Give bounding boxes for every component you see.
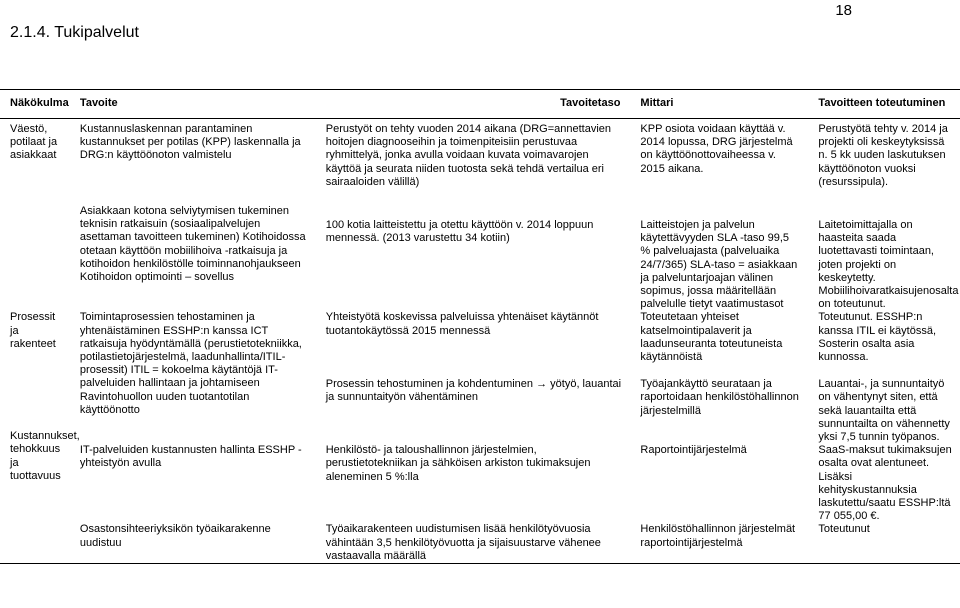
cell-tavoite: Toimintaprosessien tehostaminen ja yhtenäistäminen ESSHP:n kanssa ICT ratkaisuja hyödyntämällä (perustietotekniikka, potilastietojärjestelmä, laadunhallinta/ITIL-prosessit) ITIL = kokoelma käytäntöjä IT-palveluiden hallintaan ja johtamiseen Ravintohuollon uuden tuotantotilan käyttöönotto <box>79 311 302 416</box>
section-heading: 2.1.4. Tukipalvelut <box>10 24 139 41</box>
tavoitetaso-text: Yhteistyötä koskevissa palveluissa yhtenäiset käytännöt tuotantokäytössä 2015 mennessä <box>325 311 599 337</box>
cell-tavoite: Kustannuslaskennan parantaminen kustannukset per potilas (KPP) laskennalla ja DRG:n käyttöönoton valmistelu <box>79 123 301 162</box>
header-tavoitetaso: Tavoitetaso <box>316 90 631 119</box>
table-row <box>0 444 960 523</box>
cell-mittari <box>630 311 808 444</box>
header-mittari: Mittari <box>630 90 808 119</box>
cell-toteutuminen <box>808 311 960 444</box>
header-toteutuminen: Tavoitteen toteutuminen <box>808 90 960 119</box>
cell-nakokulma <box>0 189 70 311</box>
cell-nakokulma <box>0 523 70 563</box>
arrow-icon: → <box>536 377 548 390</box>
cell-tavoite: IT-palveluiden kustannusten hallinta ESSHP -yhteistyön avulla <box>79 444 302 470</box>
cell-tavoitetaso: Henkilöstö- ja taloushallinnon järjestelmien, perustietotekniikan ja sähköisen arkiston tukimaksujen aleneminen 5 %:lla <box>325 444 591 483</box>
cell-mittari: Raportointijärjestelmä <box>640 444 747 457</box>
cell-tavoite: Osastonsihteeriyksikön työaikarakenne uudistuu <box>70 523 316 563</box>
cell-nakokulma: Prosessit ja rakenteet <box>10 311 56 350</box>
header-tavoite: Tavoite <box>70 90 316 119</box>
page-number: 18 <box>835 2 852 19</box>
mittari-text: Toteutetaan yhteiset katselmointipalaverit ja laadunseuranta toteutuneista käytännöistä <box>640 311 783 364</box>
cell-tavoite: Asiakkaan kotona selviytymisen tukeminen teknisin ratkaisuin (sosiaalipalvelujen asettaman tavoitteen tukeminen) Kotihoidossa otetaan käyttöön mobiilihoiva -ratkaisuja ja kotihoidon henkilöstölle toiminnanohjaukseen Kotihoidon optimointi – sovellus <box>79 205 306 284</box>
cell-mittari: Laitteistojen ja palvelun käytettävyyden SLA -taso 99,5 % palveluajasta (palveluaika 24/7/365) SLA-taso = asiakkaan ja palveluntarjoajan välinen sopimus, jossa määritellään palvelulle tietyt vaatimustasot <box>640 219 798 311</box>
table-row <box>0 311 960 444</box>
cell-tavoitetaso: Työaikarakenteen uudistumisen lisää henkilötyövuosia vähintään 3,5 henkilötyövuotta ja sijaisuustarve vähenee vastaavalla määrällä <box>316 523 631 563</box>
cell-toteutuminen: Perustyötä tehty v. 2014 ja projekti oli keskeytyksissä n. 5 kk uuden laskutuksen käyttöönoton vuoksi (resurssipula). <box>818 123 948 188</box>
cell-mittari: KPP osiota voidaan käyttää v. 2014 lopussa, DRG järjestelmä on käyttöönottovaiheessa v. 2015 aikana. <box>640 123 793 175</box>
cell-mittari: Henkilöstöhallinnon järjestelmät raportointijärjestelmä <box>630 523 808 563</box>
tavoitetaso-text-2 <box>326 378 623 404</box>
cell-tavoitetaso: Perustyöt on tehty vuoden 2014 aikana (DRG=annettavien hoitojen diagnooseihin ja toimenpiteisiin perustuvaa ryhmittelyä, jonka avulla voidaan kuvata voimavarojen käyttöä ja seurata niiden tuotosta sekä tehdä vertailua eri sairaaloiden välillä) <box>325 123 612 188</box>
cell-toteutuminen: SaaS-maksut tukimaksujen osalta ovat alentuneet. Lisäksi kehityskustannuksia laskutettu/saatu ESSHP:ltä 77 055,00 €. <box>818 444 952 523</box>
toteutuminen-text: Toteutunut. ESSHP:n kanssa ITIL ei käytössä, Sosterin osalta asia kunnossa. <box>818 311 937 364</box>
tavoitetaso-2-start: Prosessin tehostuminen ja kohdentuminen <box>325 377 534 390</box>
tavoitetaso-2-rest: yötyö, lauantai ja sunnuntaityön vähentäminen <box>325 377 622 404</box>
cell-nakokulma: Kustannukset, tehokkuus ja tuottavuus <box>10 430 80 482</box>
header-nakokulma: Näkökulma <box>0 90 70 119</box>
cell-toteutuminen: Toteutunut <box>808 523 960 563</box>
table-row <box>0 523 960 563</box>
table-row <box>0 189 960 311</box>
table-header-row <box>0 90 960 119</box>
cell-tavoitetaso <box>316 311 631 444</box>
mittari-text-2: Työajankäyttö seurataan ja raportoidaan henkilöstöhallinnon järjestelmillä <box>640 378 799 417</box>
cell-nakokulma: Väestö, potilaat ja asiakkaat <box>10 123 58 162</box>
cell-tavoitetaso: 100 kotia laitteistettu ja otettu käyttöön v. 2014 loppuun mennessä. (2013 varustettu 34 kotiin) <box>325 219 594 245</box>
cell-toteutuminen: Laitetoimittajalla on haasteita saada luotettavasti toimintaan, joten projekti on keskeytetty. Mobiilihoivaratkaisujenosalta on toteutunut. <box>818 219 959 311</box>
toteutuminen-text-2: Lauantai-, ja sunnuntaityö on vähentynyt siten, että sekä lauantailta että sunnuntailta on vähennetty yksi 7,5 tunnin työpanos. <box>818 378 950 444</box>
table-row <box>0 119 960 190</box>
goals-table <box>0 89 960 564</box>
